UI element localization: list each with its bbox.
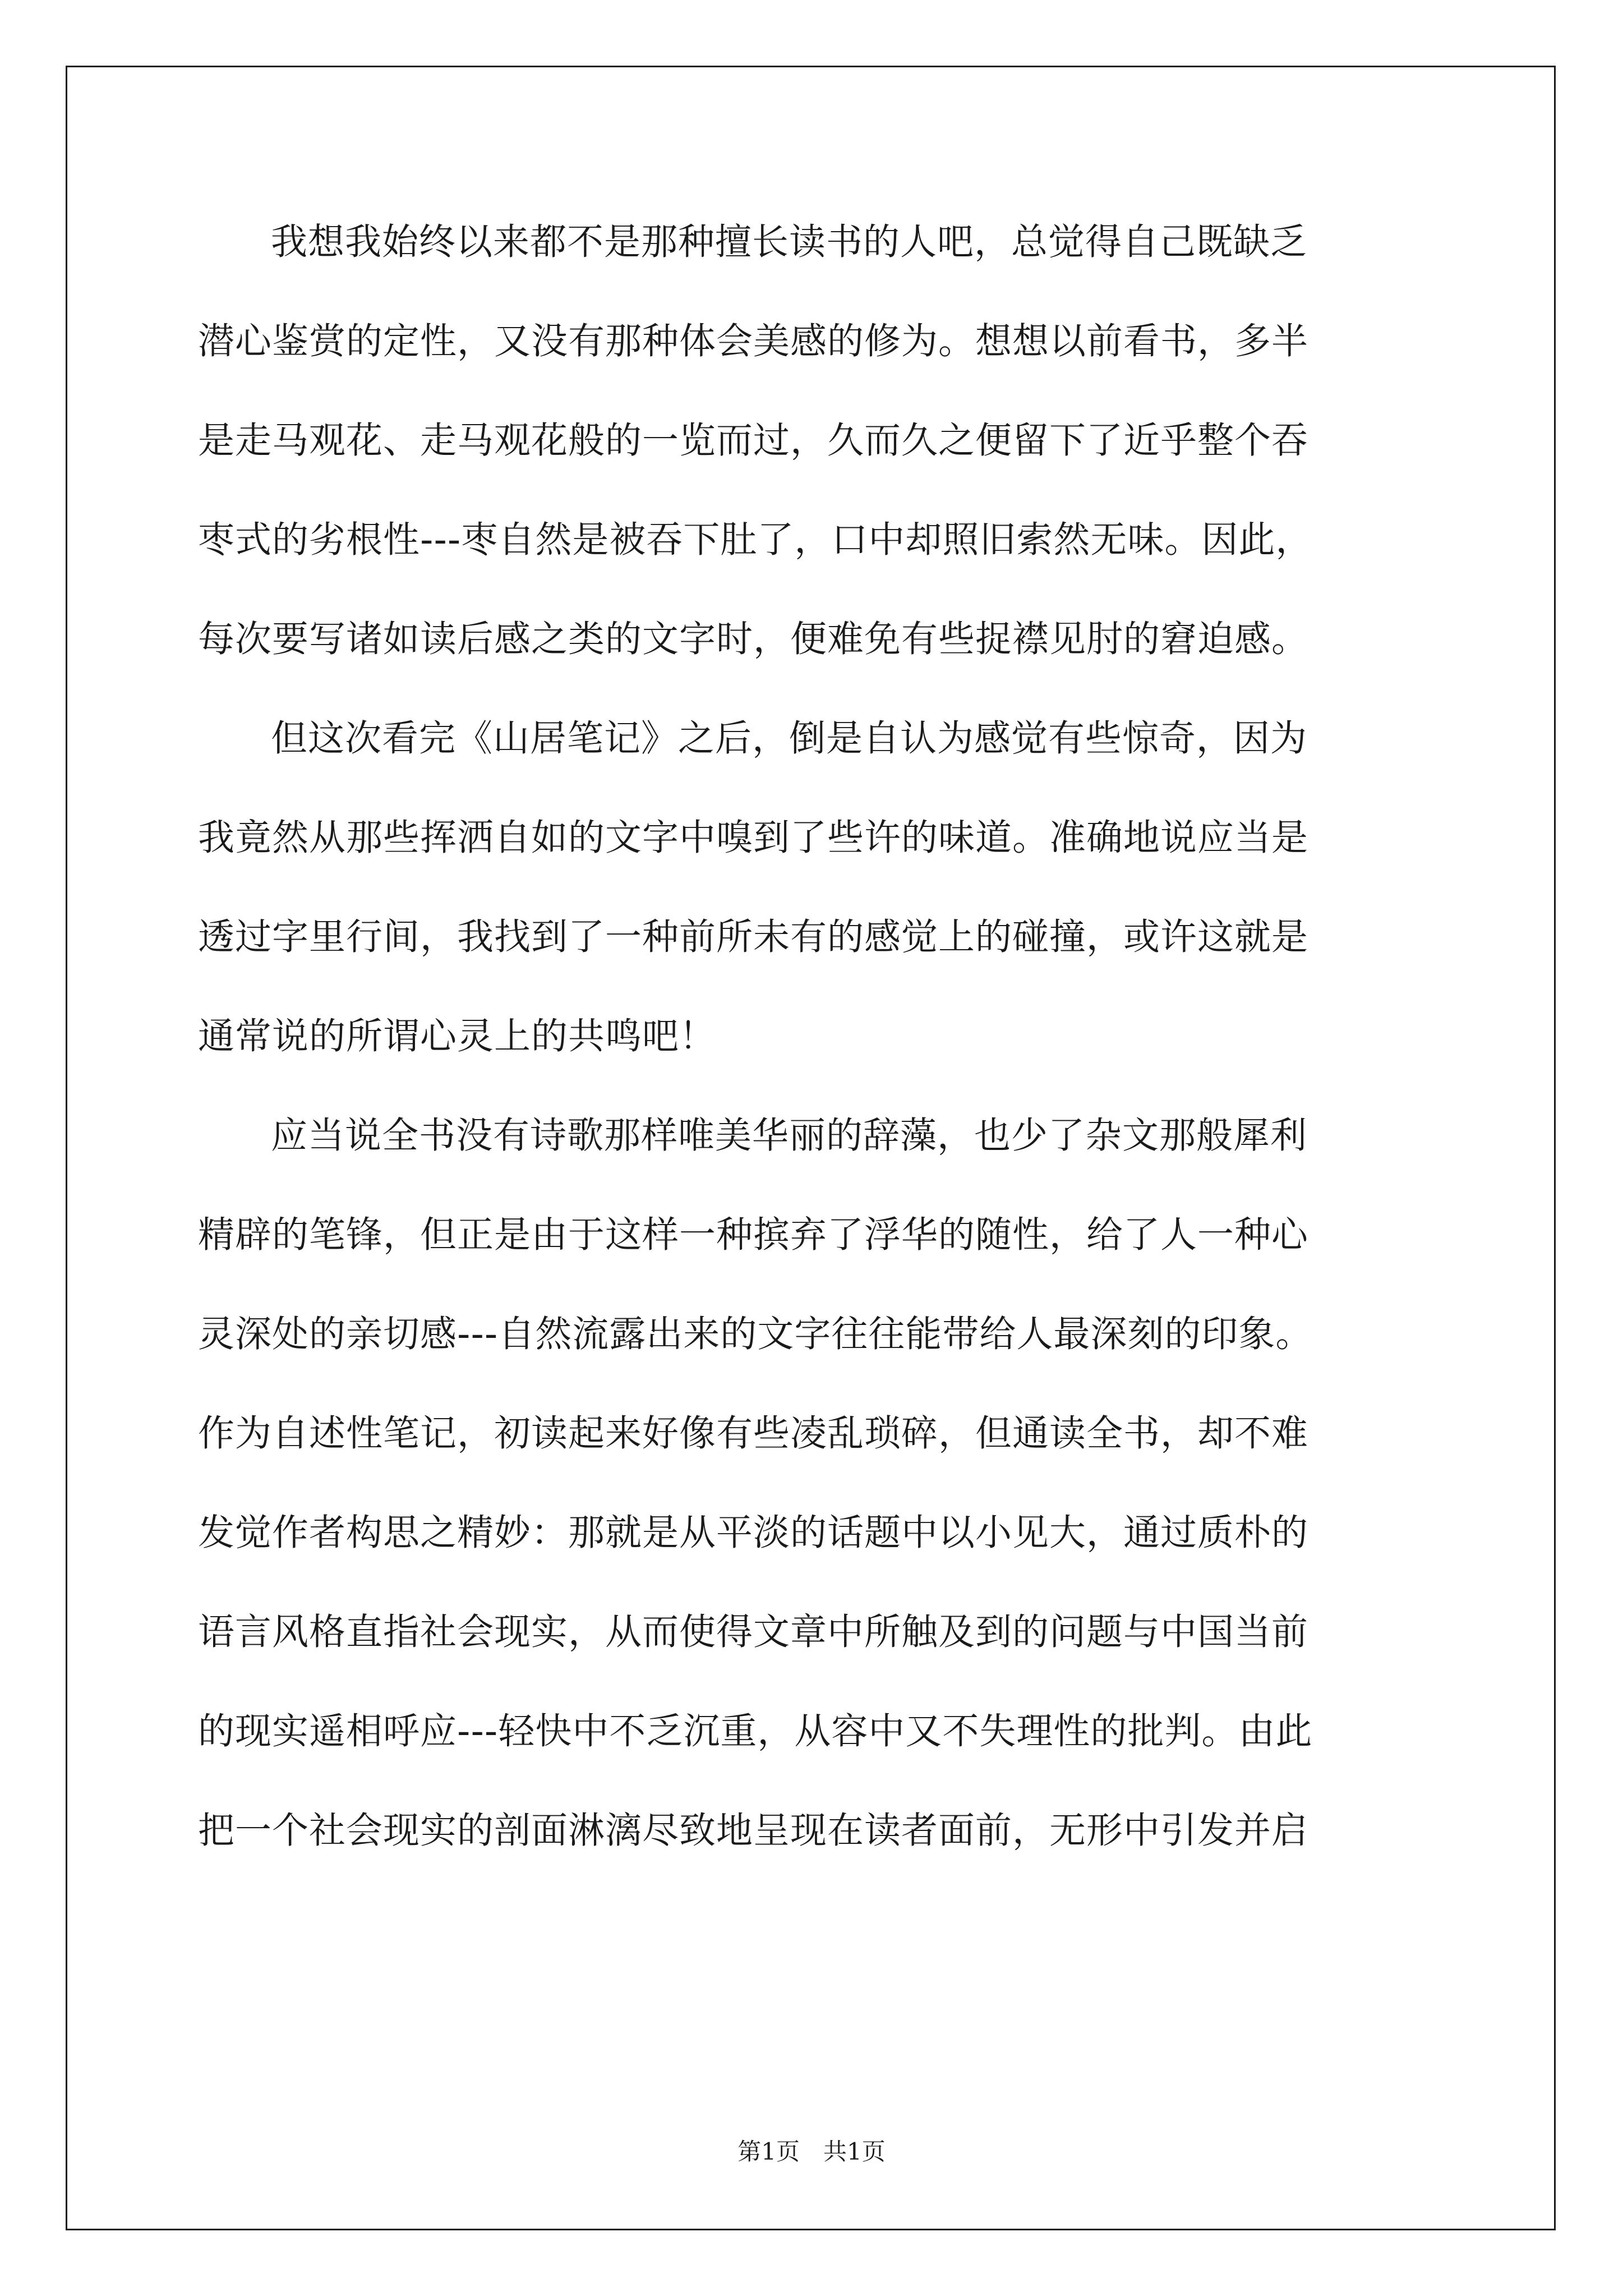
paragraph-3-line-3: 灵深处的亲切感---自然流露出来的文字往往能带给人最深刻的印象。 [198, 1313, 1313, 1355]
paragraph-1-line-3: 是走马观花、走马观花般的一览而过，久而久之便留下了近乎整个吞 [198, 420, 1309, 462]
page-footer: 第1页 共1页 [737, 2138, 886, 2165]
paragraph-2-line-2: 我竟然从那些挥洒自如的文字中嗅到了些许的味道。准确地说应当是 [198, 817, 1309, 859]
paragraph-1-line-2: 潜心鉴赏的定性，又没有那种体会美感的修为。想想以前看书，多半 [198, 320, 1309, 362]
paragraph-2-line-4: 通常说的所谓心灵上的共鸣吧！ [198, 1015, 717, 1057]
paragraph-3-line-4: 作为自述性笔记，初读起来好像有些凌乱琐碎，但通读全书，却不难 [198, 1412, 1309, 1455]
paragraph-1-line-1: 我想我始终以来都不是那种擅长读书的人吧，总觉得自己既缺乏 [271, 221, 1308, 263]
paragraph-2-line-1: 但这次看完《山居笔记》之后，倒是自认为感觉有些惊奇，因为 [271, 717, 1308, 760]
paragraph-1-line-4: 枣式的劣根性---枣自然是被吞下肚了，口中却照旧索然无味。因此， [198, 519, 1313, 561]
paragraph-3-line-8: 把一个社会现实的剖面淋漓尽致地呈现在读者面前，无形中引发并启 [198, 1810, 1309, 1852]
paragraph-3-line-1: 应当说全书没有诗歌那样唯美华丽的辞藻，也少了杂文那般犀利 [271, 1115, 1308, 1157]
paragraph-3-line-5: 发觉作者构思之精妙：那就是从平淡的话题中以小见大，通过质朴的 [198, 1512, 1309, 1554]
document-body [198, 218, 1426, 1906]
paragraph-3-line-2: 精辟的笔锋，但正是由于这样一种摈弃了浮华的随性，给了人一种心 [198, 1214, 1309, 1256]
paragraph-3-line-7: 的现实遥相呼应---轻快中不乏沉重，从容中又不失理性的批判。由此 [198, 1710, 1313, 1752]
paragraph-2-line-3: 透过字里行间，我找到了一种前所未有的感觉上的碰撞，或许这就是 [198, 916, 1309, 958]
paragraph-1-line-5: 每次要写诸如读后感之类的文字时，便难免有些捉襟见肘的窘迫感。 [198, 618, 1309, 660]
paragraph-3-line-6: 语言风格直指社会现实，从而使得文章中所触及到的问题与中国当前 [198, 1611, 1309, 1653]
